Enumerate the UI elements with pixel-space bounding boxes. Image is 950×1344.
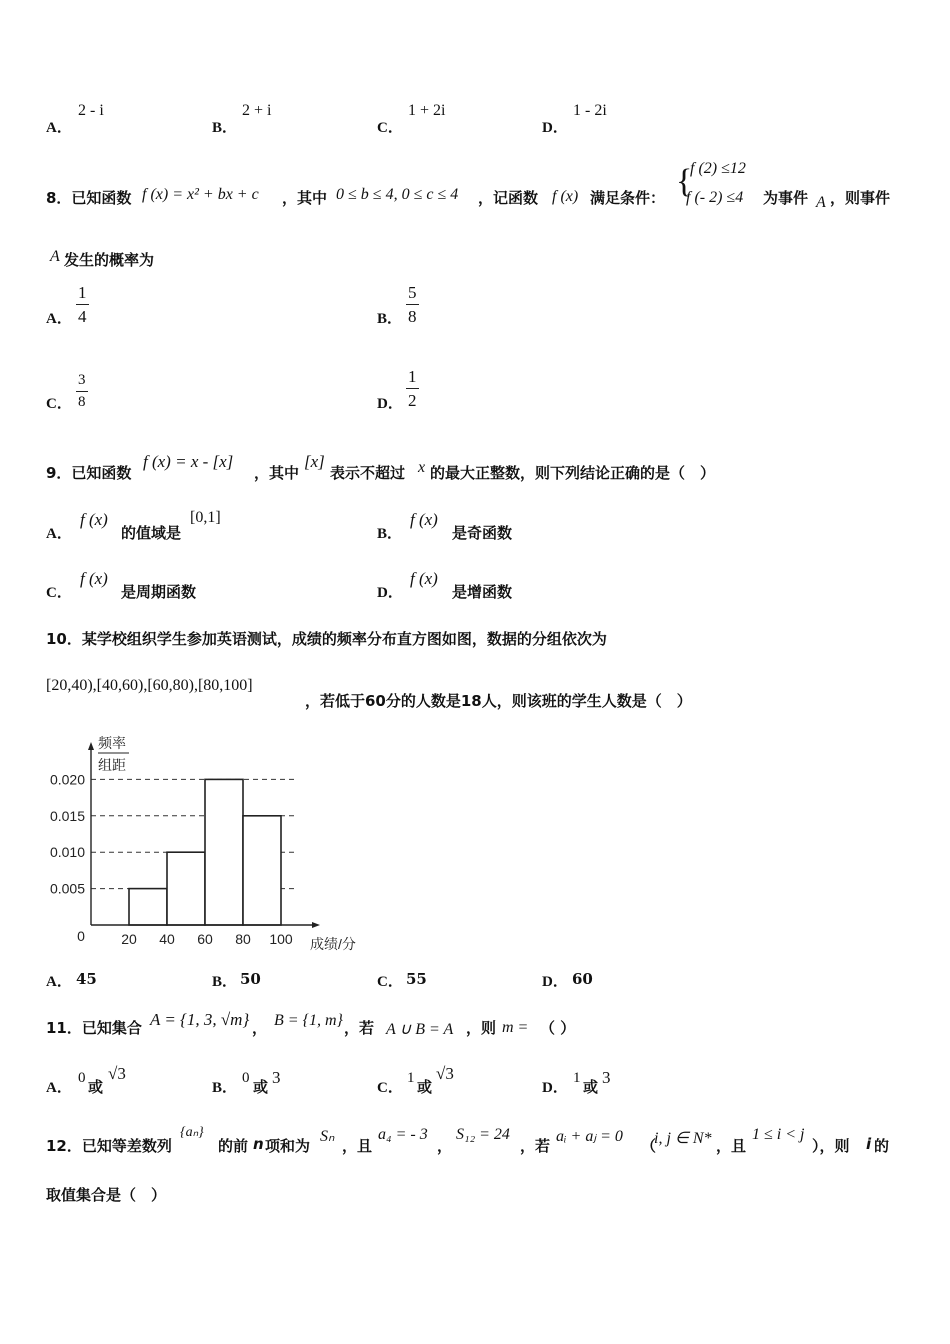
q11-option-a-or: 或 [88,1078,104,1096]
numerator: 3 [76,373,88,392]
q9-text-1: ，其中 [254,464,300,482]
q12-sn: Sₙ [320,1128,335,1145]
q9-option-d-label: D． [377,585,403,601]
q8-event-a: A [816,194,826,211]
q9-option-b-text: 是奇函数 [452,524,513,542]
x-tick-label: 60 [197,931,213,947]
q12-text-3: ，且 [342,1137,373,1155]
q8-condition-2: f (- 2) ≤4 [686,189,744,206]
q9-function: f (x) = x - [x] [143,452,234,471]
q8-option-a-label: A． [46,311,72,327]
denominator: 2 [408,391,417,410]
histogram-chart [40,728,370,954]
q9-bracket: [x] [304,452,325,471]
q12-paren-open: （ [641,1137,657,1155]
x-axis-arrow [312,922,320,928]
q11-ask: m = [502,1019,529,1036]
q8-line2-var: A [50,248,60,265]
q8-fx: f (x) [552,188,579,205]
q11-option-a-label: A． [46,1080,72,1096]
q7-option-b-value: 2 + i [242,102,272,119]
histogram-bar [167,852,205,925]
q12-text-1: 的前 [218,1137,249,1155]
q10-groups: [20,40),[40,60),[60,80),[80,100] [46,677,253,694]
q12-i: i [866,1135,872,1153]
q11-text-1: ，若 [344,1019,375,1037]
q9-option-c-label: C． [46,585,72,601]
q12-ij: i, j ∈ N* [654,1130,712,1147]
q10-stem-line1: 10．某学校组织学生参加英语测试，成绩的频率分布直方图如图，数据的分组依次为 [46,630,607,648]
q12-text-6: ），则 [812,1137,850,1155]
q8-text-3: 满足条件： [590,189,666,207]
histogram-bar [243,816,281,925]
q12-line2: 取值集合是（ ） [46,1186,167,1204]
q11-option-d-v1: 1 [573,1070,581,1086]
q7-option-b-label: B． [212,120,238,136]
q9-option-d-text: 是增函数 [452,583,513,601]
q8-option-d-label: D． [377,396,403,412]
q10-stem-line2: ，若低于60分的人数是18人，则该班的学生人数是（ ） [305,692,692,710]
q11-option-d-or: 或 [583,1078,599,1096]
q9-text-3: 的最大正整数，则下列结论正确的是（ ） [430,464,716,482]
y-tick-label: 0.015 [49,807,85,824]
numerator: 5 [406,284,419,305]
q11-end: （ ） [540,1019,576,1037]
q7-option-a-value: 2 - i [78,102,104,119]
q7-option-d-label: D． [542,120,568,136]
q12-text-2: 项和为 [265,1137,311,1155]
q11-sep: ， [252,1019,268,1037]
q11-option-c-v1: 1 [407,1070,415,1086]
q11-set-a: A = {1, 3, √m} [150,1010,250,1029]
q12-stem-number: 12．已知等差数列 [46,1137,172,1155]
q8-domain: 0 ≤ b ≤ 4, 0 ≤ c ≤ 4 [336,186,459,203]
denominator: 8 [78,394,86,410]
q10-option-c-value: 55 [406,970,427,988]
numerator: 1 [406,368,419,389]
q11-text-2: ，则 [466,1019,497,1037]
q9-option-c-text: 是周期函数 [121,583,197,601]
q8-option-a-fraction [76,284,89,325]
q12-text-4: ，若 [520,1137,551,1155]
q12-inequality: 1 ≤ i < j [752,1126,805,1143]
q7-option-a-label: A． [46,120,72,136]
q11-stem-number: 11．已知集合 [46,1019,142,1037]
q11-set-b: B = {1, m} [274,1012,343,1029]
q9-option-d-math: f (x) [410,569,438,588]
q11-condition: A ∪ B = A [386,1021,454,1038]
numerator: 1 [76,284,89,305]
x-tick-label: 40 [159,931,175,947]
q9-option-c-math: f (x) [80,569,108,588]
histogram-bar [205,779,243,925]
q7-option-c-label: C． [377,120,403,136]
x-tick-label: 20 [121,931,137,947]
q11-option-b-or: 或 [253,1078,269,1096]
q12-equation: aᵢ + aⱼ = 0 [556,1128,623,1145]
q11-option-b-v2: 3 [272,1068,281,1087]
q10-option-d-label: D． [542,974,568,990]
q8-option-b-label: B． [377,311,403,327]
q8-stem-number: 8．已知函数 [46,189,132,207]
q12-s12: S₁₂ = 24 [456,1126,510,1143]
q12-text-5: ，且 [716,1137,747,1155]
q9-option-a-extra: [0,1] [190,509,221,526]
q10-option-b-value: 50 [240,970,261,988]
q11-option-b-label: B． [212,1080,238,1096]
q8-option-c-label: C． [46,396,72,412]
x-axis-label: 成绩/分 [310,936,356,952]
q9-option-b-math: f (x) [410,510,438,529]
denominator: 8 [408,307,417,326]
q8-text-2: ，记函数 [478,189,539,207]
q11-option-c-v2: √3 [436,1064,454,1083]
q11-option-b-v1: 0 [242,1070,250,1086]
histogram-bar [129,889,167,925]
y-axis-label-top: 频率 [98,735,126,751]
q11-option-c-or: 或 [417,1078,433,1096]
y-axis-arrow [88,742,94,750]
q8-brace: { [676,163,693,200]
q8-option-c-fraction [76,373,88,410]
q9-option-b-label: B． [377,526,403,542]
q10-option-c-label: C． [377,974,403,990]
y-tick-label: 0.005 [49,880,85,897]
x-tick-label: 80 [235,931,251,947]
q10-option-d-value: 60 [572,970,593,988]
q12-n: n [253,1135,264,1153]
q11-option-c-label: C． [377,1080,403,1096]
x-tick-label: 100 [269,931,293,947]
q12-sep: ， [437,1137,453,1155]
denominator: 4 [78,307,87,326]
q11-option-a-v1: 0 [78,1070,86,1086]
q9-stem-number: 9．已知函数 [46,464,132,482]
q7-option-c-value: 1 + 2i [408,102,446,119]
origin-label: 0 [77,928,85,944]
q8-option-b-fraction [406,284,419,325]
q9-option-a-text: 的值域是 [121,524,182,542]
q11-option-d-label: D． [542,1080,568,1096]
y-tick-label: 0.020 [49,771,85,788]
q8-text-5: ，则事件 [830,189,891,207]
q8-condition-1: f (2) ≤12 [690,160,746,177]
y-axis-label-bottom: 组距 [98,757,126,773]
q9-text-2: 表示不超过 [330,464,406,482]
q8-text-1: ，其中 [282,189,328,207]
q7-option-d-value: 1 - 2i [573,102,607,119]
q12-text-7: 的 [874,1137,890,1155]
y-tick-label: 0.010 [49,844,85,861]
q12-a4: a₄ = - 3 [378,1126,428,1143]
q9-var: x [418,459,426,476]
q8-option-d-fraction [406,368,419,409]
q8-line2: 发生的概率为 [64,251,155,269]
q8-function: f (x) = x² + bx + c [142,186,259,203]
q8-text-4: 为事件 [763,189,809,207]
q10-option-a-label: A． [46,974,72,990]
q9-option-a-math: f (x) [80,510,108,529]
q10-option-b-label: B． [212,974,238,990]
q11-option-d-v2: 3 [602,1068,611,1087]
q11-option-a-v2: √3 [108,1064,126,1083]
q10-option-a-value: 45 [76,970,97,988]
histogram-group [50,735,356,952]
q9-option-a-label: A． [46,526,72,542]
q12-sequence: {aₙ} [180,1125,204,1140]
